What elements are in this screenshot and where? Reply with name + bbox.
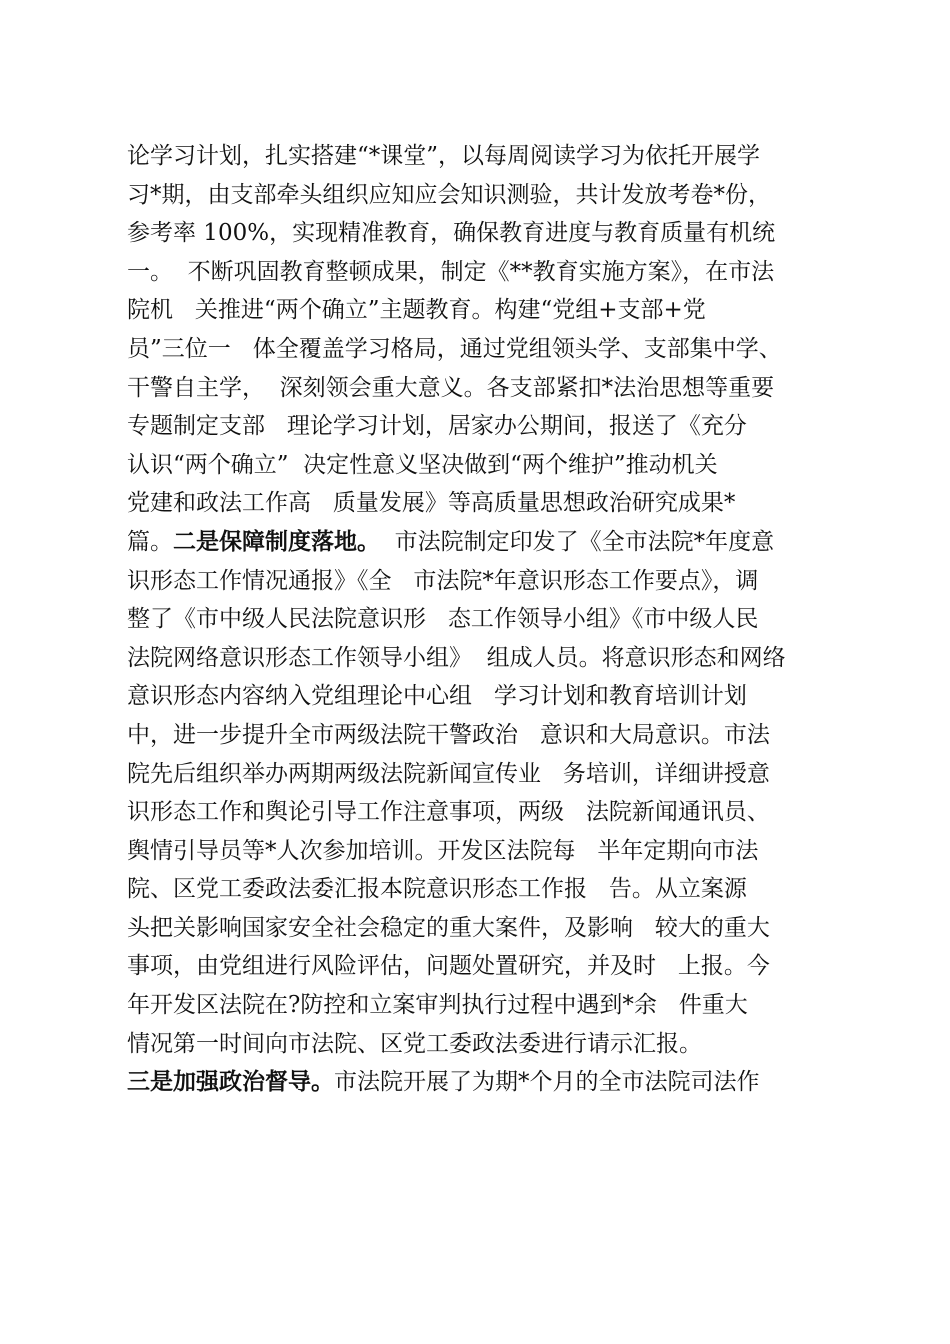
text-line: 法院网络意识形态工作领导小组》 组成人员。将意识形态和网络 xyxy=(127,644,786,671)
text-line: 舆情引导员等*人次参加培训。开发区法院每 半年定期向市法 xyxy=(127,837,759,864)
text-line: 习*期，由支部牵头组织应知应会知识测验，共计发放考卷*份， xyxy=(127,181,771,208)
text-line: 情况第一时间向市法院、区党工委政法委进行请示汇报。 xyxy=(127,1030,702,1057)
text-line: 干警自主学， 深刻领会重大意义。各支部紧扣*法治思想等重要 xyxy=(127,374,775,401)
text-line: 院机 关推进“两个确立”主题教育。构建“党组+支部+党 xyxy=(127,297,706,324)
text-line: 党建和政法工作高 质量发展》等高质量思想政治研究成果* xyxy=(127,490,736,517)
line-rest: 市法院开展了为期*个月的全市法院司法作 xyxy=(334,1069,760,1096)
text-line: 院、区党工委政法委汇报本院意识形态工作报 告。从立案源 xyxy=(127,876,747,903)
text-line: 参考率 100%，实现精准教育，确保教育进度与教育质量有机统 xyxy=(127,220,776,247)
text-line: 年开发区法院在?防控和立案审判执行过程中遇到*余 件重大 xyxy=(127,992,748,1019)
section-heading-3: 三是加强政治督导。 xyxy=(127,1069,334,1096)
text-line: 整了《市中级人民法院意识形 态工作领导小组》《市中级人民 xyxy=(127,606,759,633)
text-line-with-heading xyxy=(127,1063,847,1102)
text-line-with-heading xyxy=(127,523,847,562)
text-line: 中，进一步提升全市两级法院干警政治 意识和大局意识。市法 xyxy=(127,721,770,748)
text-line: 一。 不断巩固教育整顿成果，制定《**教育实施方案》，在市法 xyxy=(127,258,775,285)
text-line: 识形态工作情况通报》《全 市法院*年意识形态工作要点》，调 xyxy=(127,567,759,594)
text-line: 员”三位一 体全覆盖学习格局，通过党组领头学、支部集中学、 xyxy=(127,335,782,362)
line-rest: 市法院制定印发了《全市法院*年度意 xyxy=(380,528,775,555)
text-line: 院先后组织举办两期两级法院新闻宣传业 务培训，详细讲授意 xyxy=(127,760,770,787)
section-heading-2: 二是保障制度落地。 xyxy=(173,528,380,555)
text-line: 认识“两个确立” 决定性意义坚决做到“两个维护”推动机关 xyxy=(127,451,718,478)
document-body xyxy=(127,137,847,1102)
text-line: 专题制定支部 理论学习计划，居家办公期间，报送了《充分 xyxy=(127,413,747,440)
text-line: 事项，由党组进行风险评估，问题处置研究，并及时 上报。今 xyxy=(127,953,770,980)
line-prefix: 篇。 xyxy=(127,528,173,555)
text-line: 识形态工作和舆论引导工作注意事项，两级 法院新闻通讯员、 xyxy=(127,799,770,826)
text-line: 头把关影响国家安全社会稳定的重大案件，及影响 较大的重大 xyxy=(127,914,770,941)
text-line: 意识形态内容纳入党组理论中心组 学习计划和教育培训计划 xyxy=(127,683,747,710)
text-line: 论学习计划，扎实搭建“*课堂”，以每周阅读学习为依托开展学 xyxy=(127,143,761,169)
